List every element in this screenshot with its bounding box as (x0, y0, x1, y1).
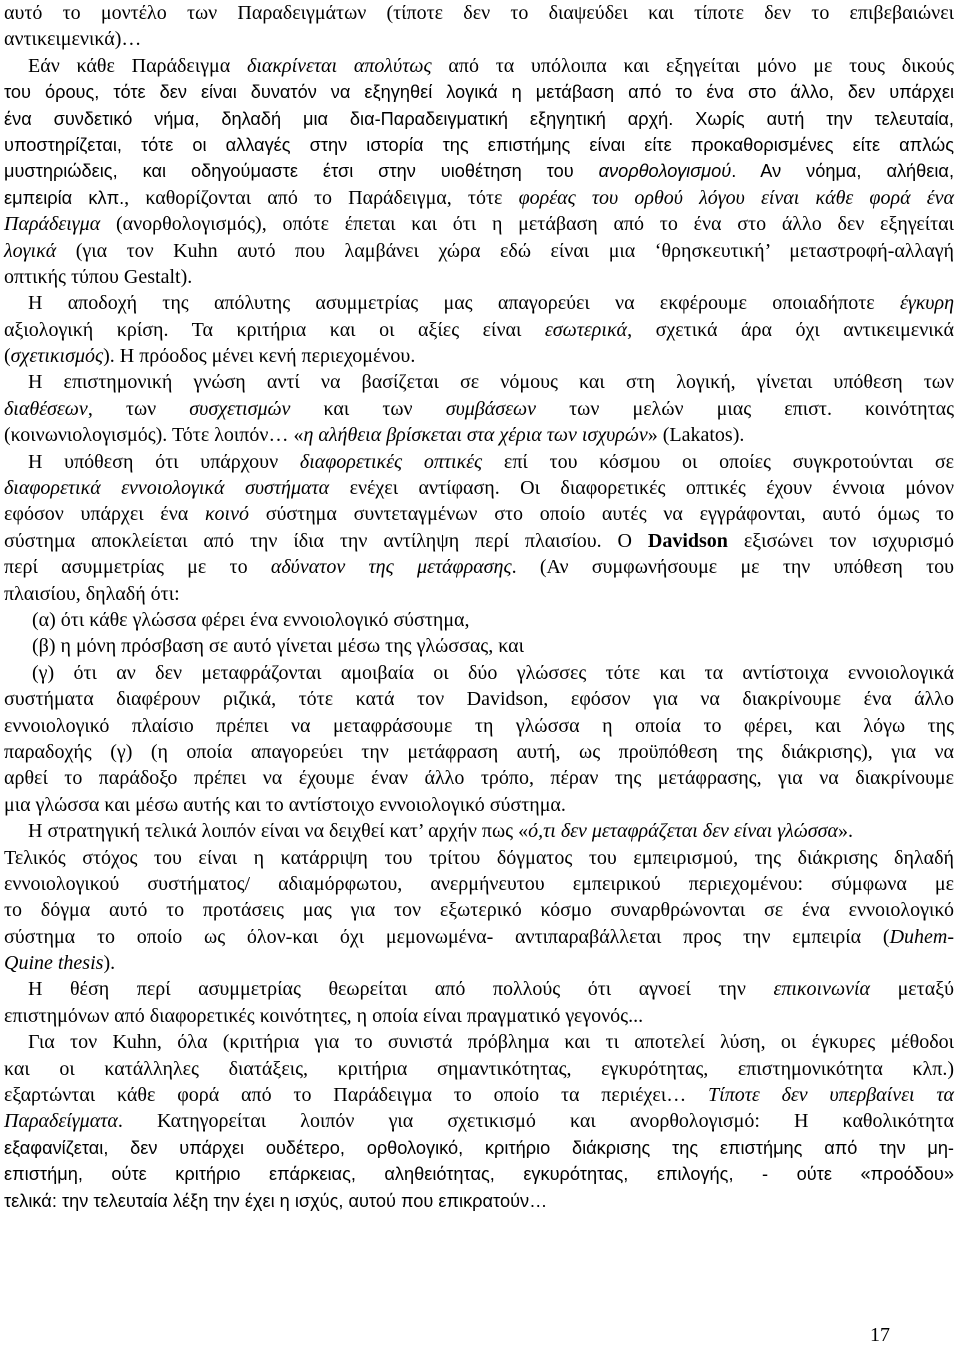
text-line: (κοινωνιολογισμός). Τότε λοιπόν… «η αλήθεια βρίσκεται στα χέρια των ισχυρών» (Lakatos). (4, 424, 745, 447)
text-line: (γ) ότι αν δεν μεταφράζονται αμοιβαία οι δύο γλώσσες τότε και τα αντίστοιχα εννοιολογικά (32, 661, 954, 684)
text-line: εφόσον υπάρχει ένα κοινό σύστημα συντεταγμένων στο οποίο αυτές να εγγράφονται, αυτό όμως το (4, 503, 955, 526)
document-page (4, 0, 954, 1214)
text-line: Παραδείγματα. Κατηγορείται λοιπόν για σχετικισμό και ανορθολογισμό: Η καθολικότητα (4, 1110, 954, 1133)
text-line: του όρους, τότε δεν είναι δυνατόν να εξηγηθεί λογικά η μετάβαση από το ένα στο άλλο, δεν υπάρχει (4, 82, 954, 103)
page-number: 17 (870, 1324, 890, 1346)
text-line: διαφορετικά εννοιολογικά συστήματα ενέχει αντίφαση. Οι διαφορετικές οπτικές έχουν έννοια μόνον (4, 477, 955, 500)
text-line: αρθεί το παράδοξο πρέπει να έχουμε έναν άλλο τρόπο, πέραν της μετάφρασης, για να διακρίνουμε (4, 767, 954, 790)
text-line: Παράδειγμα (ανορθολογισμός), οπότε έπεται και ότι η μετάβαση από το ένα στο άλλο δεν εξηγείται (4, 213, 955, 236)
text-line: εννοιολογικού συστήματος/ αδιαμόρφωτου, ανερμήνευτου εμπειρικού περιεχομένου: σύμφωνα με (4, 872, 954, 895)
text-line: Για τον Kuhn, όλα (κριτήρια για το συνιστά πρόβλημα και τι αποτελεί λύση, οι έγκυρες μέθοδοι (28, 1031, 954, 1054)
text-line: Quine thesis). (4, 952, 116, 975)
text-line: μυστηριώδεις, και οδηγούμαστε έτσι στην υιοθέτηση του ανορθολογισμού. Αν νόημα, αλήθεια, (4, 161, 954, 182)
text-line: επιστημόνων από διαφορετικές κοινότητες, η οποία είναι πραγματικό γεγονός... (4, 1004, 644, 1027)
text-line: αντικειμενικά)… (4, 28, 142, 51)
text-line: Η αποδοχή της απόλυτης ασυμμετρίας μας απαγορεύει να εκφέρουμε οποιαδήποτε έγκυρη (28, 292, 954, 315)
text-line: Η στρατηγική τελικά λοιπόν είναι να δειχθεί κατ’ αρχήν πως «ό,τι δεν μεταφράζεται δεν είναι γλώσσα». (28, 820, 853, 843)
text-line: (α) ότι κάθε γλώσσα φέρει ένα εννοιολογικό σύστημα, (32, 608, 470, 631)
text-line: σύστημα αποκλείεται από την ίδια την αντίληψη περί πλαισίου. Ο Davidson εξισώνει τον ισχυρισμό (4, 529, 954, 552)
text-line: αυτό το μοντέλο των Παραδειγμάτων (τίποτε δεν το διαψεύδει και τίποτε δεν το επιβεβαιώνει (4, 2, 954, 24)
text-line: το δόγμα αυτό το προτάσεις μας για τον εξωτερικό κόσμο συναρθρώνονται σε ένα εννοιολογικό (4, 899, 954, 922)
text-line: (β) η μόνη πρόσβαση σε αυτό γίνεται μέσω της γλώσσας, και (32, 635, 524, 658)
text-line: εξαρτώνται κάθε φορά από το Παράδειγμα το οποίο τα περιέχει… Τίποτε δεν υπερβαίνει τα (4, 1084, 955, 1107)
text-line: επιστήμη, ούτε κριτήριο επάρκειας, αληθειότητας, εγκυρότητας, επιλογής, - ούτε «προόδου» (4, 1164, 954, 1185)
text-line: εννοιολογικό πλαίσιο πρέπει να μεταφράσουμε τη γλώσσα η οποία το φέρει, και λόγω της (4, 714, 954, 737)
text-line: ένα συνδετικό νήμα, δηλαδή μια δια-Παραδειγματική εξηγητική αρχή. Χωρίς αυτή την τελευταία, (4, 108, 954, 129)
text-line: τελικά: την τελευταία λέξη την έχει η ισχύς, αυτού που επικρατούν… (4, 1190, 548, 1211)
text-line: εξαφανίζεται, δεν υπάρχει ουδέτερο, ορθολογικό, κριτήριο διάκρισης της επιστήμης από την μη- (4, 1137, 954, 1158)
text-line: οπτικής τύπου Gestalt). (4, 265, 193, 288)
text-line: υποστηρίζεται, τότε οι αλλαγές στην ιστορία της επιστήμης είναι είτε προκαθορισμένες είτε απλώς (4, 134, 954, 155)
text-line: Τελικός στόχος του είναι η κατάρριψη του τρίτου δόγματος του εμπειρισμού, της διάκρισης δηλαδή (4, 846, 954, 869)
text-line: Η υπόθεση ότι υπάρχουν διαφορετικές οπτικές επί του κόσμου οι οποίες συγκροτούνται σε (28, 450, 955, 473)
text-line: διαθέσεων, των συσχετισμών και των συμβάσεων των μελών μιας επιστ. κοινότητας (4, 397, 955, 420)
text-line: εμπειρία κλπ., καθορίζονται από το Παράδειγμα, τότε φορέας του ορθού λόγου είναι κάθε φορά ένα (4, 186, 954, 209)
text-line: Η θέση περί ασυμμετρίας θεωρείται από πολλούς ότι αγνοεί την επικοινωνία μεταξύ (28, 978, 955, 1001)
text-line: παραδοχής (γ) (η οποία απαγορεύει την μετάφραση αυτή, ως προϋπόθεση της διάκρισης), για να (4, 740, 954, 763)
text-line: (σχετικισμός). Η πρόοδος μένει κενή περιεχομένου. (4, 345, 416, 368)
text-line: Εάν κάθε Παράδειγμα διακρίνεται απολύτως από τα υπόλοιπα και εξηγείται μόνο με τους δικούς (28, 54, 954, 77)
text-line: συστήματα διαφέρουν ριζικά, τότε κατά τον Davidson, εφόσον για να διακρίνουμε ένα άλλο (4, 688, 954, 711)
text-line: πλαισίου, δηλαδή ότι: (4, 582, 180, 605)
text-line: σύστημα το οποίο ως όλον-και όχι μεμονωμένα- αντιπαραβάλλεται προς την εμπειρία (Duhem- (4, 925, 954, 948)
text-line: μια γλώσσα και μέσω αυτής και το αντίστοιχο εννοιολογικό σύστημα. (4, 793, 566, 816)
text-line: αξιολογική κρίση. Τα κριτήρια και οι αξίες είναι εσωτερικά, σχετικά άρα όχι αντικειμενικά (4, 318, 954, 341)
text-line: Η επιστημονική γνώση αντί να βασίζεται σε νόμους και στη λογική, γίνεται υπόθεση των (28, 371, 954, 394)
text-line: και οι κατάλληλες διατάξεις, κριτήρια σημαντικότητας, εγκυρότητας, επιστημονικότητα κλπ.) (4, 1057, 954, 1080)
text-line: λογικά (για τον Kuhn αυτό που λαμβάνει χώρα εδώ είναι μια ‘θρησκευτική’ μεταστροφή-αλλαγή (4, 239, 955, 262)
text-line: περί ασυμμετρίας με το αδύνατον της μετάφρασης. (Αν συμφωνήσουμε με την υπόθεση του (4, 556, 955, 579)
